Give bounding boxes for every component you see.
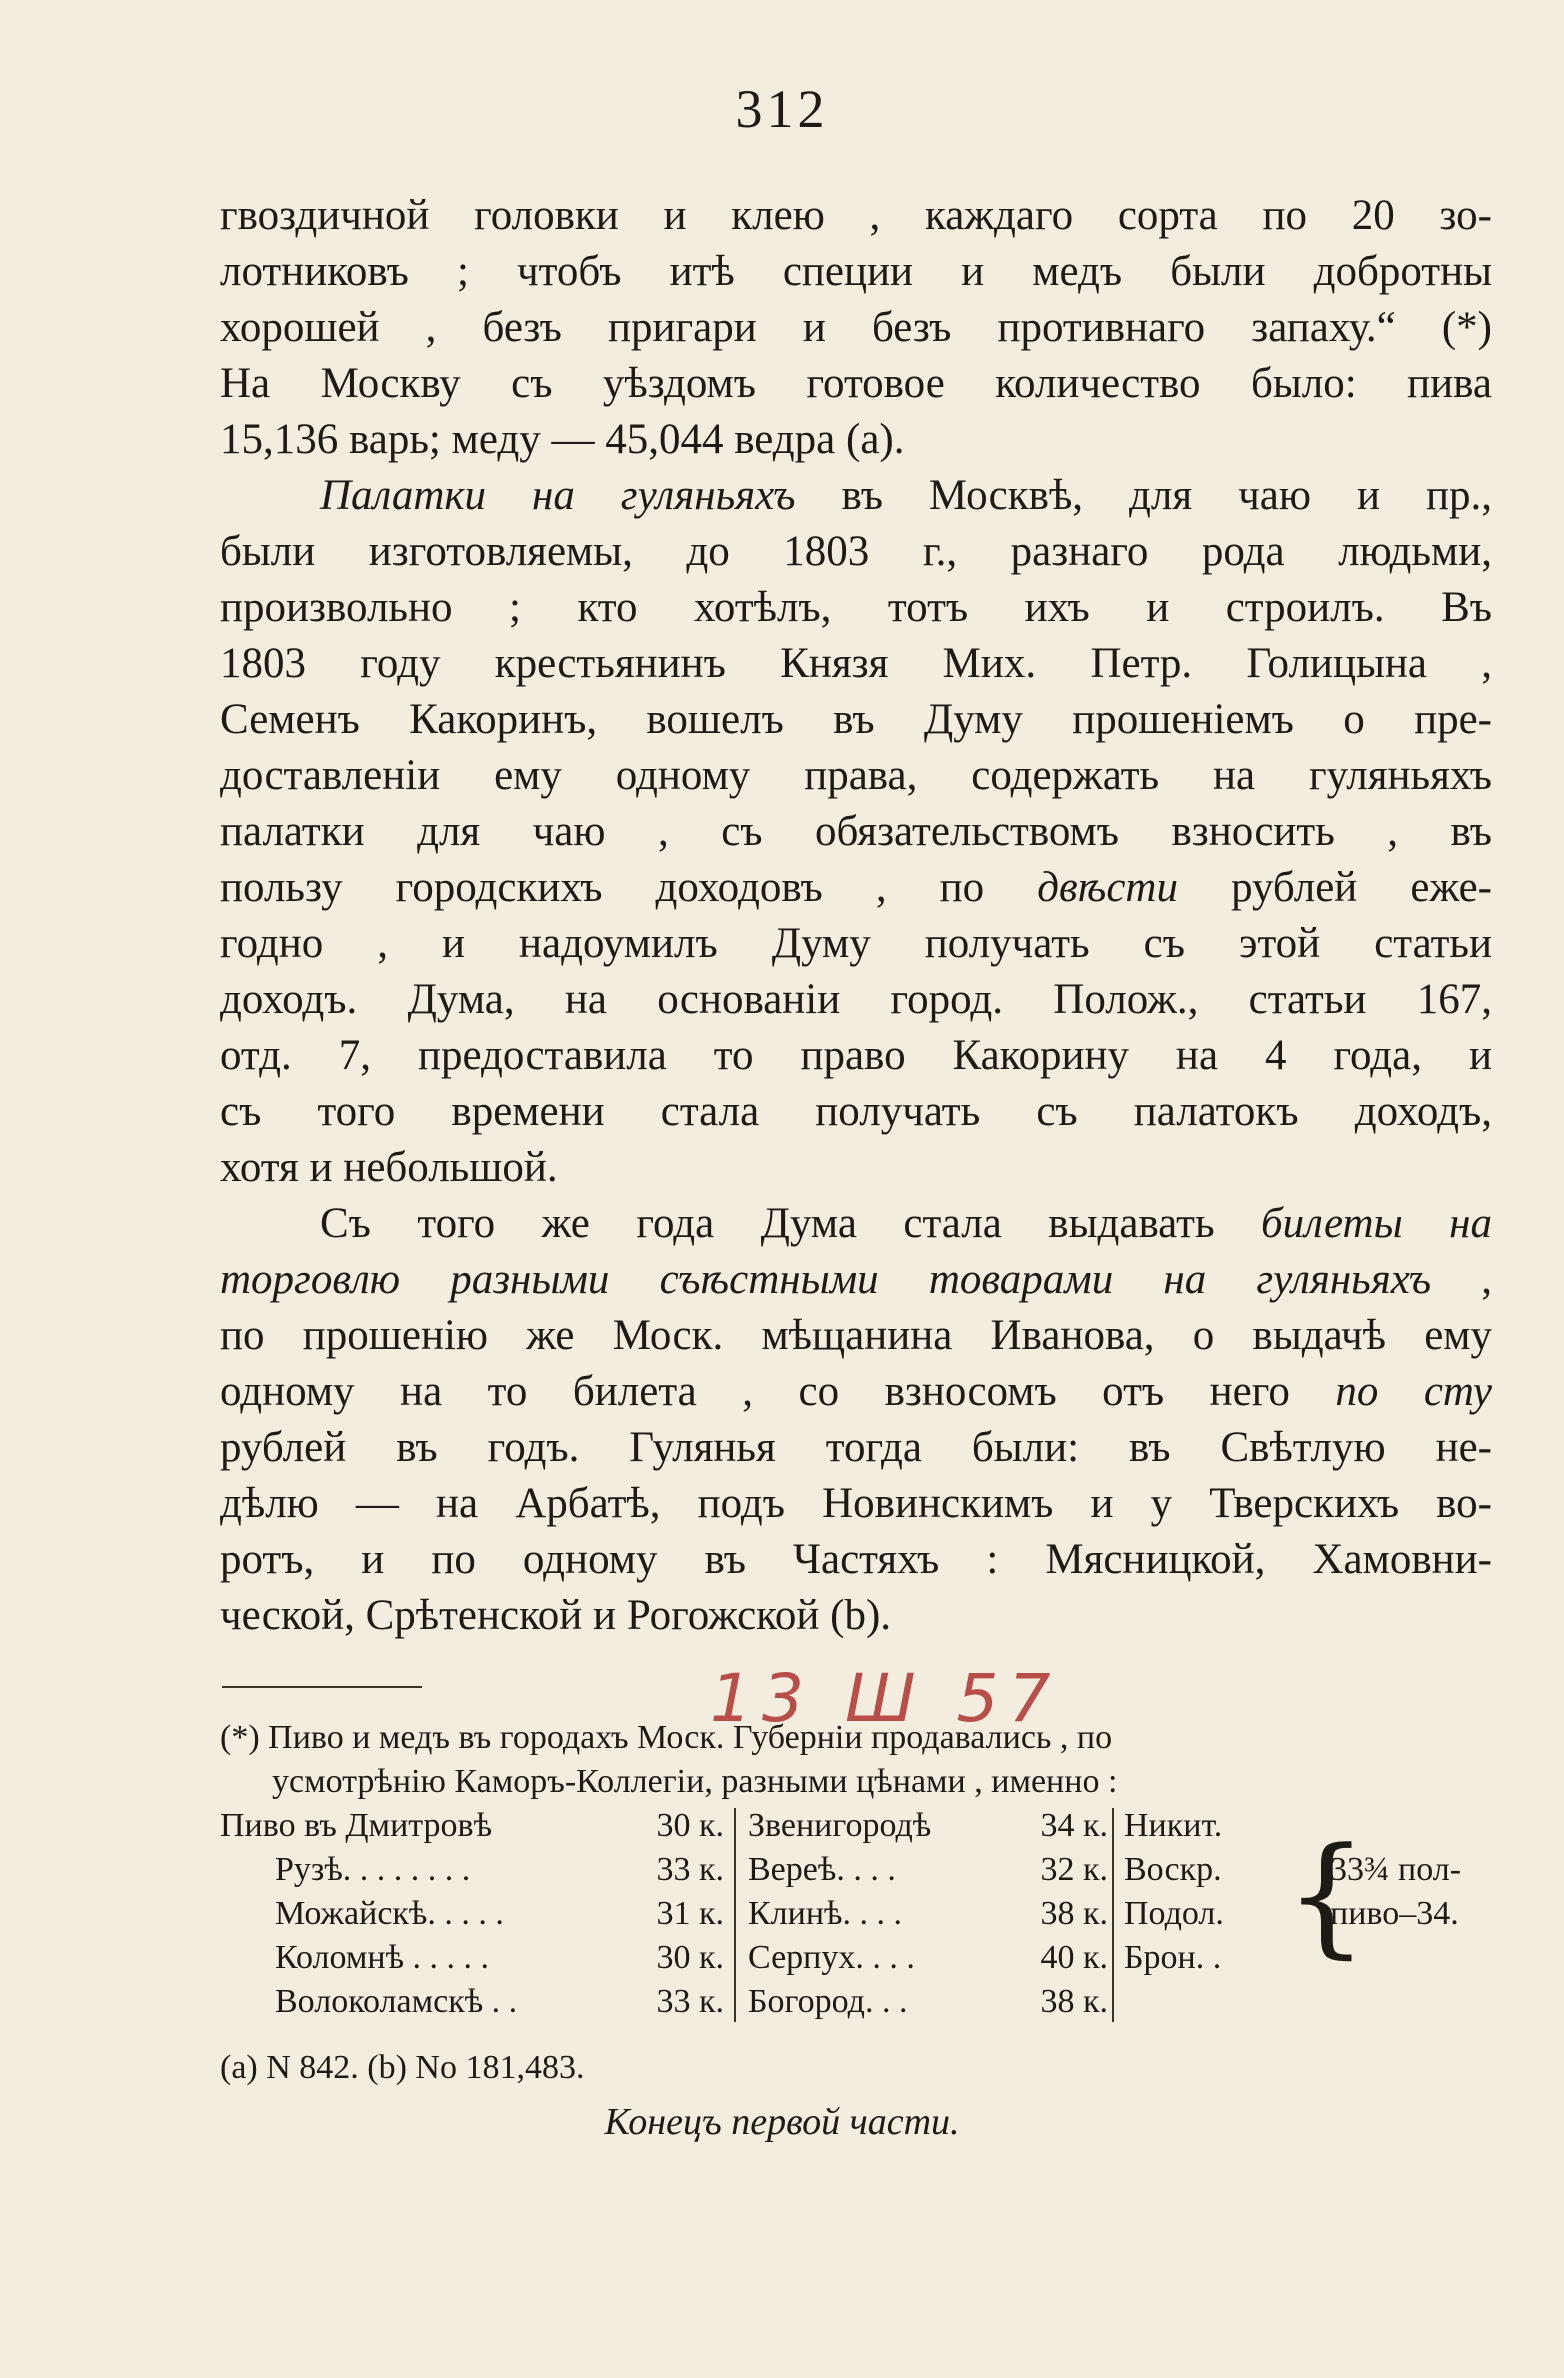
text-segment: произвольно ; кто хотѣлъ, тотъ ихъ и строилъ. Въ — [220, 584, 1492, 631]
town-name: Воскр. — [1124, 1851, 1222, 1888]
price-value: 33 к. — [656, 1851, 724, 1888]
text-line — [220, 972, 1492, 1028]
text-segment: На Москву съ уѣздомъ готовое количество было: пива — [220, 360, 1492, 407]
text-line — [220, 748, 1492, 804]
text-line — [220, 916, 1492, 972]
town-name: Подол. — [1124, 1895, 1224, 1932]
text-segment: лотниковъ ; чтобъ итѣ специи и медъ были добротны — [220, 248, 1492, 295]
text-line — [220, 636, 1492, 692]
text-segment: по прошенiю же Моск. мѣщанина Иванова, о выдачѣ ему — [220, 1312, 1492, 1359]
price-column-1 — [220, 1804, 730, 2024]
text-line — [220, 1588, 1492, 1644]
footnote-divider — [222, 1686, 422, 1688]
price-column-2 — [748, 1804, 1108, 2024]
italic-text: двѣсти — [1037, 864, 1178, 911]
price-value: 40 к. — [1040, 1939, 1108, 1976]
text-segment: съ того времени стала получать съ палатокъ доходъ, — [220, 1088, 1492, 1135]
text-segment: рублей еже- — [1178, 864, 1492, 911]
library-stamp: 13 Ш 57 — [710, 1660, 1061, 1737]
footnote-line-1: (*) Пиво и медъ въ городахъ Моск. Губернiи продавались , по — [220, 1719, 1113, 1756]
price-value: 30 к. — [656, 1807, 724, 1844]
text-segment: гвоздичной головки и клею , каждаго сорта по 20 зо- — [220, 192, 1492, 239]
end-of-part: Конецъ первой части. — [604, 2101, 960, 2143]
price-row — [220, 1848, 730, 1892]
text-segment: Семенъ Какоринъ, вошелъ въ Думу прошенiемъ о пре- — [220, 696, 1492, 743]
town-name: Звенигородѣ — [748, 1807, 932, 1844]
town-name: Клинѣ. . . . — [748, 1895, 902, 1932]
text-line — [220, 300, 1492, 356]
text-line — [220, 580, 1492, 636]
text-segment: хотя и небольшой. — [220, 1144, 558, 1191]
brace-note-1: 33¾ пол- — [1330, 1851, 1462, 1888]
text-line — [220, 356, 1492, 412]
text-segment: были изготовляемы, до 1803 г., разнаго рода людьми, — [220, 528, 1492, 575]
text-segment: доставленiи ему одному права, содержать на гуляньяхъ — [220, 752, 1492, 799]
town-name: Коломнѣ . . . . . — [275, 1939, 490, 1976]
town-name: Богород. . . — [748, 1983, 908, 2020]
text-line — [220, 804, 1492, 860]
text-line — [220, 468, 1492, 524]
text-line — [220, 1252, 1492, 1308]
italic-text: по сту — [1335, 1368, 1492, 1415]
text-segment: палатки для чаю , съ обязательствомъ взносить , въ — [220, 808, 1492, 855]
text-line — [220, 1140, 1492, 1196]
text-segment: ротъ, и по одному въ Частяхъ : Мясницкой, Хамовни- — [220, 1536, 1492, 1583]
text-segment: дѣлю — на Арбатѣ, подъ Новинскимъ и у Тверскихъ во- — [220, 1480, 1492, 1527]
text-line — [220, 1084, 1492, 1140]
price-value: 32 к. — [1040, 1851, 1108, 1888]
italic-text: Палатки на гуляньяхъ — [320, 472, 796, 519]
text-segment: хорошей , безъ пригари и безъ противнаго запаху.“ (*) — [220, 304, 1492, 351]
text-line — [220, 188, 1492, 244]
price-row — [748, 1980, 1108, 2024]
text-segment: Съ того же года Дума стала выдавать — [320, 1200, 1262, 1247]
column-rule — [1112, 1808, 1114, 2022]
price-value: 30 к. — [656, 1939, 724, 1976]
text-line — [220, 1308, 1492, 1364]
price-row — [748, 1804, 1108, 1848]
town-name: Вереѣ. . . . — [748, 1851, 896, 1888]
town-name: Серпух. . . . — [748, 1939, 915, 1976]
price-row — [220, 1980, 730, 2024]
text-segment: 15,136 варь; меду — 45,044 ведра (а). — [220, 416, 905, 463]
price-row — [748, 1892, 1108, 1936]
text-line — [220, 412, 1492, 468]
town-name: Брон. . — [1124, 1939, 1222, 1976]
italic-text: торговлю разными съѣстными товарами на гуляньяхъ — [220, 1256, 1432, 1303]
price-value: 38 к. — [1040, 1983, 1108, 2020]
price-row — [220, 1936, 730, 1980]
text-segment: 1803 году крестьянинъ Князя Мих. Петр. Голицына , — [220, 640, 1492, 687]
town-name: Можайскѣ. . . . . — [275, 1895, 504, 1932]
text-line — [220, 860, 1492, 916]
town-name: Волоколамскѣ . . — [275, 1983, 518, 2020]
page-number: 312 — [735, 79, 829, 139]
town-name: Рузѣ. . . . . . . . — [275, 1851, 471, 1888]
brace-note-2: пиво–34. — [1330, 1895, 1459, 1932]
price-value: 33 к. — [656, 1983, 724, 2020]
price-value: 34 к. — [1040, 1807, 1108, 1844]
footnote-line-2: усмотрѣнiю Каморъ-Коллегiи, разными цѣнами , именно : — [272, 1763, 1118, 1800]
text-line — [220, 1028, 1492, 1084]
text-line — [220, 692, 1492, 748]
price-column-3 — [1124, 1804, 1284, 1980]
price-row — [220, 1804, 730, 1848]
text-line — [220, 1532, 1492, 1588]
price-row — [748, 1936, 1108, 1980]
text-segment: пользу городскихъ доходовъ , по — [220, 864, 1038, 911]
text-segment: рублей въ годъ. Гулянья тогда были: въ Свѣтлую не- — [220, 1424, 1492, 1471]
text-segment: одному на то билета , со взносомъ отъ него — [220, 1368, 1336, 1415]
text-segment: годно , и надоумилъ Думу получать съ этой статьи — [220, 920, 1492, 967]
text-segment: въ Москвѣ, для чаю и пр., — [795, 472, 1492, 519]
text-line — [220, 1476, 1492, 1532]
price-row — [748, 1848, 1108, 1892]
price-value: 31 к. — [656, 1895, 724, 1932]
text-segment: отд. 7, предоставила то право Какорину на 4 года, и — [220, 1032, 1492, 1079]
references: (a) N 842. (b) No 181,483. — [220, 2049, 585, 2086]
text-segment: ческой, Срѣтенской и Рогожской (b). — [220, 1592, 892, 1639]
text-line — [220, 1420, 1492, 1476]
price-row — [220, 1892, 730, 1936]
text-segment: , — [1431, 1256, 1493, 1303]
main-text — [220, 188, 1492, 1644]
text-line — [220, 524, 1492, 580]
brace-icon: { — [1285, 1819, 1368, 1971]
column-rule — [734, 1808, 736, 2022]
italic-text: билеты на — [1261, 1200, 1492, 1247]
town-name: Пиво въ Дмитровѣ — [220, 1807, 493, 1844]
text-line — [220, 1364, 1492, 1420]
text-segment: доходъ. Дума, на основанiи город. Полож., статьи 167, — [220, 976, 1492, 1023]
town-name: Никит. — [1124, 1807, 1223, 1844]
text-line — [220, 244, 1492, 300]
price-value: 38 к. — [1040, 1895, 1108, 1932]
text-line — [220, 1196, 1492, 1252]
